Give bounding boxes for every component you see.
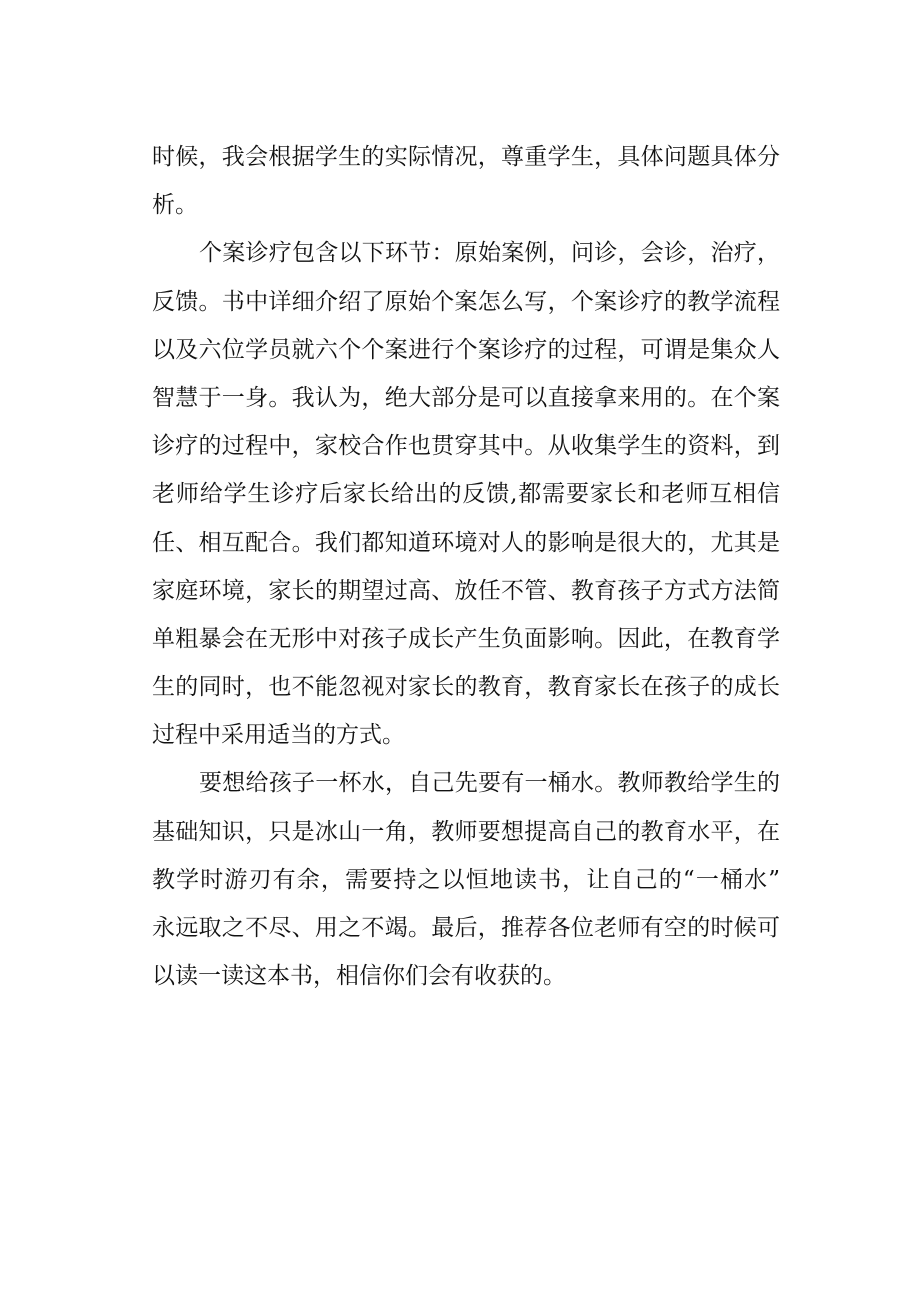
paragraph-line: 任、相互配合。我们都知道环境对人的影响是很大的，尤其是	[152, 529, 780, 556]
paragraph-line: 家庭环境，家长的期望过高、放任不管、教育孩子方式方法简	[152, 577, 780, 604]
paragraph-3	[152, 759, 780, 1000]
paragraph-line: 个案诊疗包含以下环节：原始案例，问诊，会诊，治疗，	[199, 240, 780, 267]
paragraph-line: 生的同时，也不能忽视对家长的教育，教育家长在孩子的成长	[152, 674, 780, 701]
body-text	[152, 133, 780, 1000]
paragraph-line: 单粗暴会在无形中对孩子成长产生负面影响。因此，在教育学	[152, 625, 780, 652]
paragraph-line: 教学时游刃有余，需要持之以恒地读书，让自己的“一桶水”	[152, 866, 780, 893]
paragraph-line: 诊疗的过程中，家校合作也贯穿其中。从收集学生的资料，到	[152, 433, 780, 460]
paragraph-line: 析。	[152, 192, 198, 219]
paragraph-line: 智慧于一身。我认为，绝大部分是可以直接拿来用的。在个案	[152, 384, 780, 411]
paragraph-line: 要想给孩子一杯水，自己先要有一桶水。教师教给学生的	[199, 770, 780, 797]
paragraph-line: 反馈。书中详细介绍了原始个案怎么写，个案诊疗的教学流程	[152, 288, 780, 315]
paragraph-line: 时候，我会根据学生的实际情况，尊重学生，具体问题具体分	[152, 144, 780, 170]
paragraph-line: 以及六位学员就六个个案进行个案诊疗的过程，可谓是集众人	[152, 336, 780, 363]
paragraph-2	[152, 229, 780, 759]
paragraph-line: 老师给学生诊疗后家长给出的反馈,都需要家长和老师互相信	[152, 481, 780, 508]
paragraph-1	[152, 133, 780, 229]
paragraph-line: 过程中采用适当的方式。	[152, 722, 405, 749]
paragraph-line: 基础知识，只是冰山一角，教师要想提高自己的教育水平，在	[152, 818, 780, 845]
paragraph-line: 以读一读这本书，相信你们会有收获的。	[152, 963, 566, 990]
paragraph-line: 永远取之不尽、用之不竭。最后，推荐各位老师有空的时候可	[152, 915, 780, 941]
